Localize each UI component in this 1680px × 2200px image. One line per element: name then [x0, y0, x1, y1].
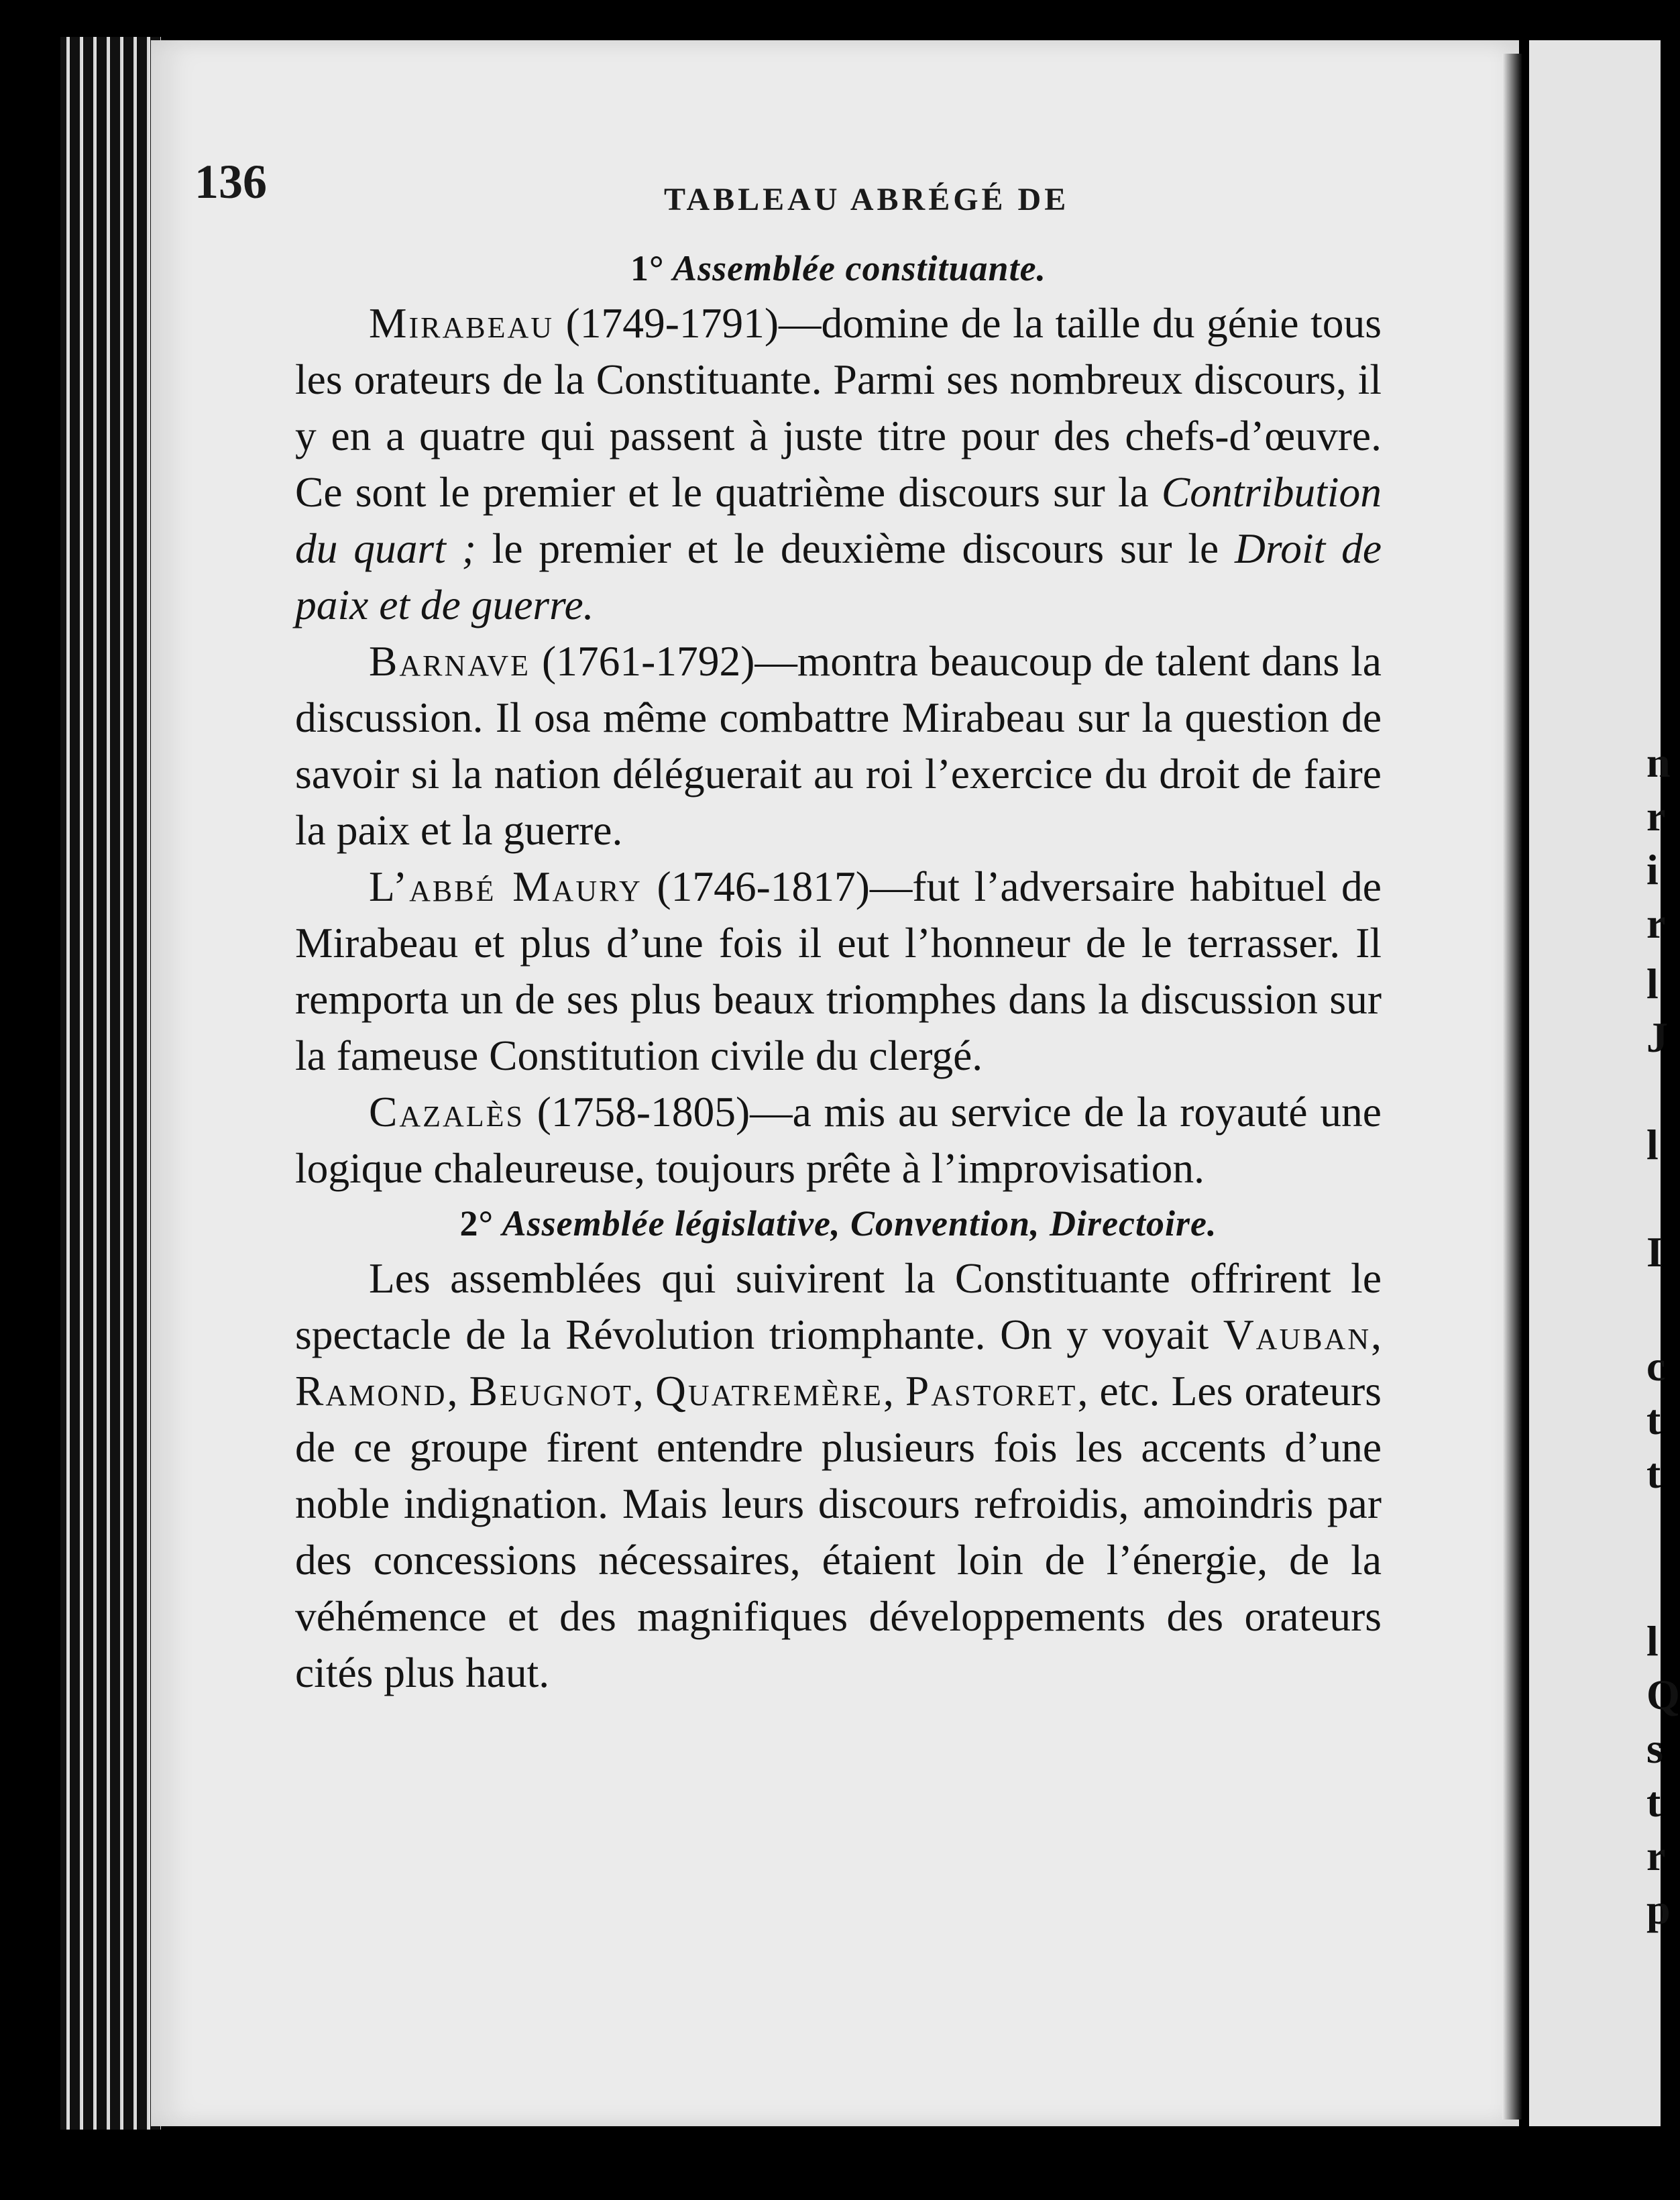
facing-page-fragment: Q: [1646, 1671, 1680, 1718]
facing-page-fragment: p: [1646, 1885, 1671, 1933]
section-number: 2°: [459, 1203, 494, 1244]
facing-page-fragment: r: [1646, 1832, 1666, 1879]
facing-page-fragment: i: [1646, 846, 1659, 893]
page-number: 136: [194, 155, 267, 209]
speech-title: Contribution du quart ;: [295, 468, 1382, 572]
orator-name: Ramond: [295, 1367, 447, 1415]
paragraph-text: Les assemblées qui suivirent la Constituante offrirent le spectacle de la Révolution triomphante. On y voyait: [295, 1254, 1382, 1358]
facing-page-fragment: n: [1646, 738, 1671, 786]
separator: ,: [883, 1367, 905, 1415]
paragraph-text: , etc. Les orateurs de ce groupe firent entendre plusieurs fois les accents d’une noble indignation. Mais leurs discours refroidis, amoindris par des concessions nécessaires, étaient loin de l’énergie, de la véhémence et des magnifiques développements des orateurs cités plus haut.: [295, 1367, 1382, 1696]
book-edge: [60, 37, 161, 2130]
facing-page-fragment: l: [1646, 960, 1659, 1007]
paragraph-text: le premier et le deuxième discours sur le: [475, 525, 1235, 572]
running-title: TABLEAU ABRÉGÉ DE: [664, 182, 1070, 217]
facing-page-fragment: s: [1646, 1724, 1663, 1772]
facing-page-fragment: t: [1646, 1449, 1661, 1497]
section-title: Assemblée constituante.: [673, 248, 1047, 288]
separator: ,: [1371, 1311, 1382, 1358]
orator-name: Barnave: [369, 637, 531, 685]
orator-name: Mirabeau: [369, 299, 555, 347]
facing-page-fragment: I: [1646, 1228, 1663, 1276]
facing-page-fragment: l: [1646, 1617, 1659, 1665]
orator-name: Quatremère: [655, 1367, 883, 1415]
facing-page-fragment: r: [1646, 792, 1666, 840]
paragraph-text: (1749-1791)—domine de la taille du génie tous les orateurs de la Constituante. Parmi ses nombreux discours, il y en a quatre qui passent à juste titre pour des chefs-d’œuvre. Ce sont le premier et le quatrième discours sur la: [295, 299, 1382, 516]
facing-page-fragment: t: [1646, 1396, 1661, 1443]
paragraph-legislative: [295, 1250, 1382, 1701]
orator-name: Pastoret: [905, 1367, 1078, 1415]
paragraph-text: (1761-1792)—montra beaucoup de talent dans la discussion. Il osa même combattre Mirabeau sur la question de savoir si la nation déléguerait au roi l’exercice du droit de faire la paix et la guerre.: [295, 637, 1382, 854]
facing-page: [1529, 40, 1680, 2126]
section-title: Assemblée législative, Convention, Directoire.: [502, 1203, 1217, 1244]
section-number: 1°: [630, 248, 665, 288]
facing-page-fragment: r: [1646, 899, 1666, 947]
orator-name: L’abbé Maury: [369, 863, 642, 910]
paragraph-maury: [295, 859, 1382, 1084]
orator-name: Beugnot: [469, 1367, 633, 1415]
paragraph-text: (1746-1817)—fut l’adversaire habituel de Mirabeau et plus d’une fois il eut l’honneur de le terrasser. Il remporta un de ses plus beaux triomphes dans la discussion sur la fameuse Constitution civile du clergé.: [295, 863, 1382, 1079]
speech-title: Droit de paix et de guerre.: [295, 525, 1382, 628]
paragraph-mirabeau: [295, 295, 1382, 633]
section-heading-legislative: [295, 1197, 1382, 1250]
facing-page-fragment: J: [1646, 1013, 1668, 1061]
section-heading-constituante: [295, 241, 1382, 295]
paragraph-cazales: [295, 1084, 1382, 1197]
orator-name: Vauban: [1223, 1311, 1371, 1358]
facing-page-fragment: c: [1646, 1342, 1666, 1390]
separator: ,: [632, 1367, 655, 1415]
facing-page-fragment: l: [1646, 1121, 1659, 1168]
orator-name: Cazalès: [369, 1088, 525, 1136]
paragraph-barnave: [295, 633, 1382, 859]
page-body: [295, 241, 1382, 1701]
book-gutter: [1502, 54, 1522, 2120]
facing-page-fragment: t: [1646, 1778, 1661, 1826]
separator: ,: [447, 1367, 469, 1415]
paragraph-text: (1758-1805)—a mis au service de la royauté une logique chaleureuse, toujours prête à l’improvisation.: [295, 1088, 1382, 1192]
